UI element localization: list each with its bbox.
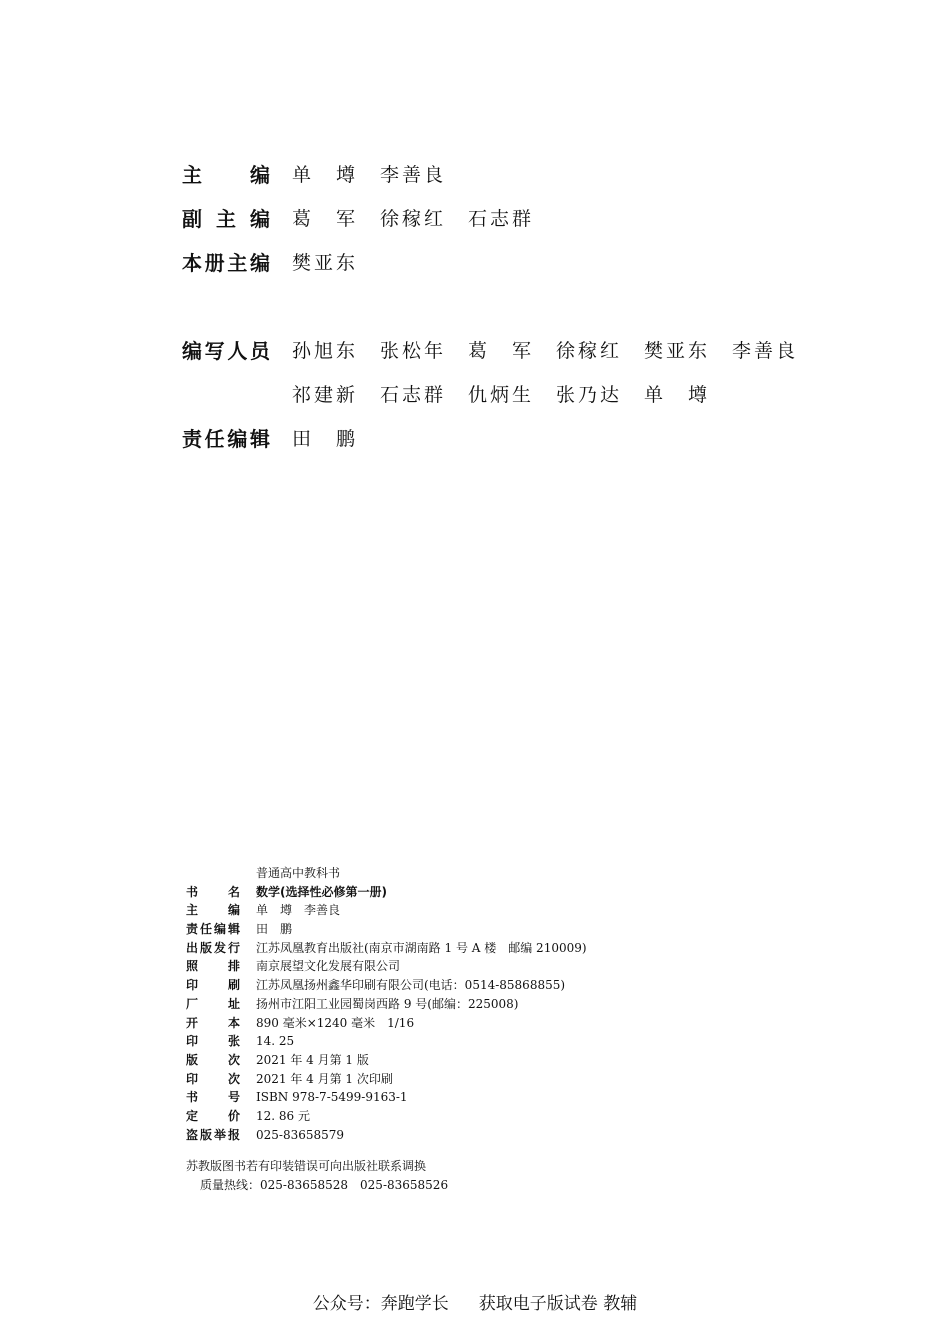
credit-label: [182, 248, 270, 278]
credit-label-char: 编: [182, 339, 202, 363]
colophon-value: ISBN 978-7-5499-9163-1: [256, 1090, 408, 1105]
colophon-value: 单 墫 李善良: [256, 903, 341, 918]
colophon-key: [186, 957, 240, 976]
colophon-key-char: 开: [186, 1015, 199, 1030]
colophon-key-char: 印: [186, 978, 199, 993]
credit-label-char: 责: [182, 427, 202, 451]
colophon-key-char: 价: [227, 1108, 240, 1123]
colophon-value: 025-83658579: [256, 1127, 345, 1142]
credit-names: 樊亚东: [292, 252, 359, 274]
colophon-key: [186, 976, 240, 995]
colophon-key-char: 出: [186, 940, 199, 955]
colophon-value: 扬州市江阳工业园蜀岗西路 9 号(邮编：225008): [256, 996, 519, 1011]
credit-label-char: 册: [204, 251, 225, 275]
credit-label-char: 副: [182, 207, 202, 231]
colophon-key: [186, 1051, 240, 1070]
colophon-value: 12. 86 元: [256, 1108, 310, 1123]
credit-label: [182, 336, 270, 366]
colophon-value: 890 毫米×1240 毫米 1/16: [256, 1015, 415, 1030]
colophon-key-char: 书: [186, 1090, 199, 1105]
credit-label-char: 任: [204, 427, 225, 451]
colophon-key-char: 定: [186, 1108, 199, 1123]
colophon-key-char: 址: [227, 996, 240, 1011]
credit-label-char: 员: [249, 339, 270, 363]
footer-watermark: [0, 1292, 950, 1316]
colophon-key-char: 印: [186, 1071, 199, 1086]
credit-names: 葛 军 徐稼红 石志群: [292, 208, 535, 230]
colophon-key: [186, 883, 240, 902]
credit-label-char: 主: [182, 163, 202, 187]
credit-label-char: 编: [227, 427, 248, 451]
colophon-key: [186, 939, 240, 958]
credit-names: 单 墫 李善良: [292, 164, 447, 186]
colophon-key-char: 排: [227, 959, 240, 974]
colophon-key-char: 版: [199, 1127, 212, 1142]
colophon-key-char: 报: [227, 1127, 240, 1142]
credit-names: 田 鹏: [292, 428, 359, 450]
colophon-key: [186, 1032, 240, 1051]
colophon-key-char: 编: [227, 903, 240, 918]
colophon-value: 普通高中教科书: [256, 866, 341, 880]
colophon-key: [186, 920, 240, 939]
credit-label-char: 主: [227, 251, 248, 275]
notice-line-2: 质量热线：025-83658528 025-83658526: [200, 1178, 449, 1192]
colophon-key-char: 照: [186, 959, 199, 974]
credit-label: [182, 160, 270, 190]
colophon-key-char: 版: [186, 1052, 199, 1067]
colophon-value: 江苏凤凰教育出版社(南京市湖南路 1 号 A 楼 邮编 210009): [256, 940, 587, 955]
colophon-key: [186, 1014, 240, 1033]
credit-label-char: 编: [250, 207, 270, 231]
colophon-key: [186, 901, 240, 920]
credit-label: [182, 424, 270, 454]
colophon-key-char: 责: [186, 922, 199, 937]
colophon-key-char: 次: [227, 1071, 240, 1086]
colophon-key: [186, 995, 240, 1014]
colophon-key-char: 发: [213, 940, 226, 955]
colophon-value: 2021 年 4 月第 1 版: [256, 1052, 369, 1067]
notice-line-1: 苏教版图书若有印装错误可向出版社联系调换: [186, 1159, 427, 1173]
footer-right-text: 获取电子版试卷 教辅: [478, 1294, 638, 1314]
colophon-key-char: 印: [186, 1034, 199, 1049]
credit-label-char: 本: [182, 251, 202, 275]
colophon-key-char: 版: [199, 940, 212, 955]
credit-label-char: 人: [227, 339, 248, 363]
colophon-key: [186, 1088, 240, 1107]
footer-left-text: 公众号：奔跑学长: [312, 1294, 449, 1314]
credit-names: 祁建新 石志群 仇炳生 张乃达 单 墫: [292, 384, 711, 406]
colophon-value: 14. 25: [256, 1034, 295, 1049]
colophon-key-char: 行: [227, 940, 240, 955]
credit-label: [182, 204, 270, 234]
credit-label-char: 编: [250, 163, 270, 187]
credit-label-char: 辑: [249, 427, 270, 451]
colophon-key: [186, 1126, 240, 1145]
colophon-key-char: 盗: [186, 1127, 199, 1142]
colophon-key-char: 张: [227, 1034, 240, 1049]
colophon-key-char: 名: [227, 884, 240, 899]
colophon-key: [186, 1070, 240, 1089]
colophon-key-char: 本: [227, 1015, 240, 1030]
colophon-value: 江苏凤凰扬州鑫华印刷有限公司(电话：0514-85868855): [256, 978, 566, 993]
colophon-key-char: 次: [227, 1052, 240, 1067]
colophon-key-char: 厂: [186, 996, 199, 1011]
colophon-key-char: 举: [213, 1127, 226, 1142]
colophon-key-char: 编: [213, 922, 226, 937]
credit-label-char: 编: [249, 251, 270, 275]
credit-label-char: 写: [204, 339, 225, 363]
credit-names: 孙旭东 张松年 葛 军 徐稼红 樊亚东 李善良: [292, 340, 799, 362]
credit-label-char: 主: [216, 207, 236, 231]
colophon-key-char: 刷: [227, 978, 240, 993]
colophon-key-char: 书: [186, 884, 199, 899]
colophon-value: 数学(选择性必修第一册): [256, 884, 387, 899]
colophon-key-char: 主: [186, 903, 199, 918]
notice-block: [186, 1157, 448, 1195]
colophon-value: 2021 年 4 月第 1 次印刷: [256, 1071, 393, 1086]
colophon-key-char: 辑: [227, 922, 240, 937]
colophon-value: 田 鹏: [256, 922, 293, 937]
colophon-value: 南京展望文化发展有限公司: [256, 959, 401, 974]
colophon-key-char: 任: [199, 922, 212, 937]
colophon-key-char: 号: [227, 1090, 240, 1105]
colophon-key: [186, 1107, 240, 1126]
